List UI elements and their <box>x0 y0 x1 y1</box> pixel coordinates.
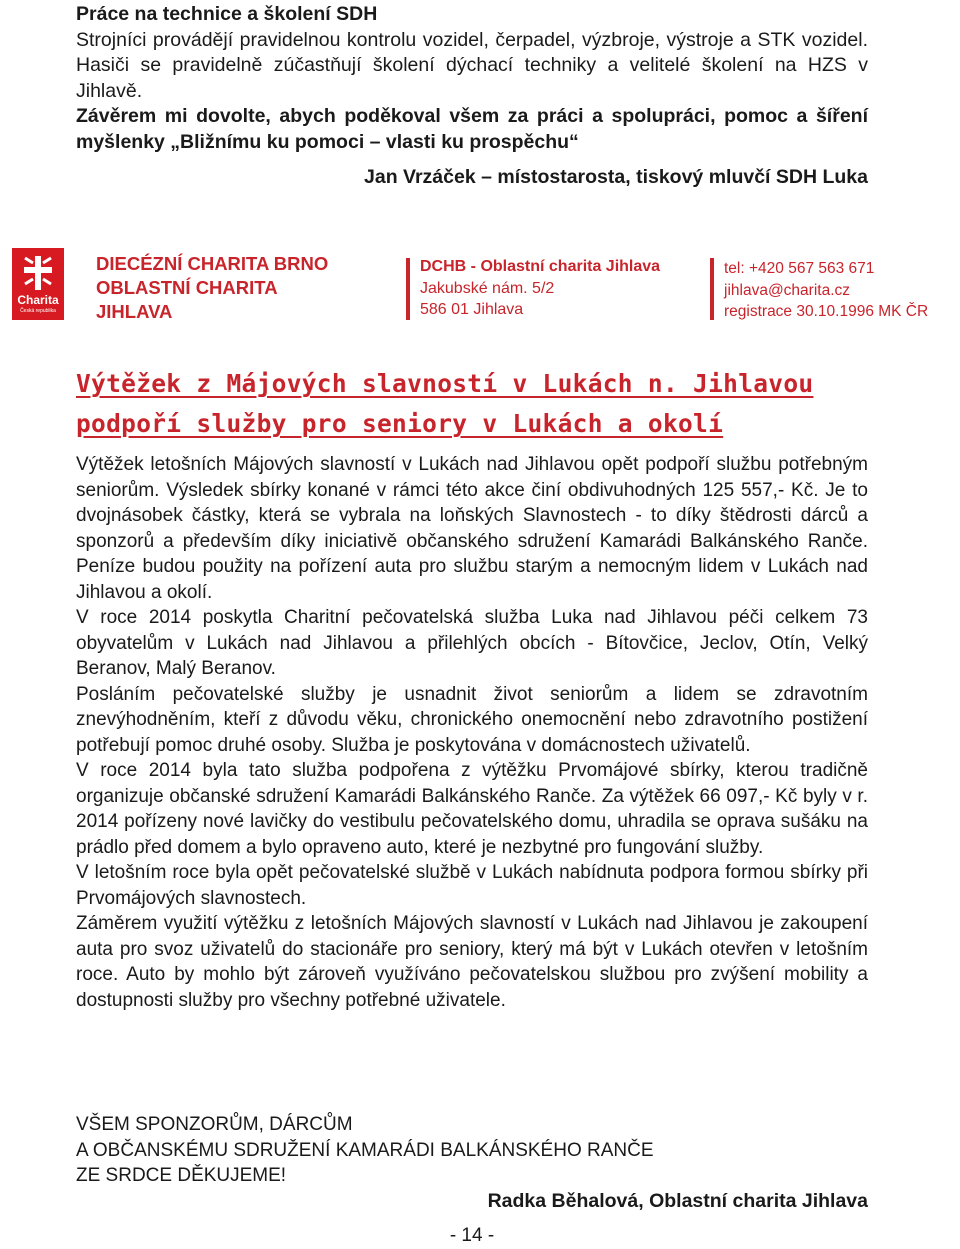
article-paragraph: Výtěžek letošních Májových slavností v Lukách nad Jihlavou opět podpoří službu potřebným seniorům. Výsledek sbírky konané v rámci této akce činí obdivuhodných 125 557,- Kč. Je to dvojnásobek částky, která se vybrala na loňských Slavnostech - to díky štědrosti dárců a sponzorů a především díky iniciativě občanského sdružení Kamarádi Balkánského Ranče. Peníze budou použity na pořízení auta pro službu starým a nemocným lidem v Lukách nad Jihlavou a okolí. <box>76 454 868 603</box>
branch-title: DCHB - Oblastní charita Jihlava <box>420 258 661 275</box>
closing-line: A OBČANSKÉMU SDRUŽENÍ KAMARÁDI BALKÁNSKÉHO RANČE <box>76 1139 654 1161</box>
article-body <box>76 452 868 1013</box>
sdh-signature: Jan Vrzáček – místostarosta, tiskový mluvčí SDH Luka <box>364 166 868 188</box>
section-heading: Práce na technice a školení SDH <box>76 3 378 25</box>
article-headline: Výtěžek z Májových slavností v Lukách n. Jihlavou podpoří služby pro seniory v Lukách a okolí <box>76 369 814 438</box>
contact-info <box>724 258 928 323</box>
charita-logo <box>12 248 64 320</box>
closing-line: ZE SRDCE DĚKUJEME! <box>76 1165 287 1186</box>
closing-thanks: Závěrem mi dovolte, abych poděkoval všem za práci a spolupráci, pomoc a šíření myšlenky „Bližnímu ku pomoci – vlasti ku prospěchu“ <box>76 105 868 153</box>
contact-email: jihlava@charita.cz <box>724 281 851 299</box>
article-paragraph: Záměrem využití výtěžku z letošních Májových slavností v Lukách nad Jihlavou je zakoupení auta pro svoz uživatelů do stacionáře pro seniory, který má být v Lukách otevřen v letošním roce. Auto by mohlo být zároveň využíváno pečovatelskou službou pro zvýšení mobility a dostupnosti služby pro všechny potřebné uživatele. <box>76 913 868 1011</box>
article-paragraph: Posláním pečovatelské služby je usnadnit život seniorům a lidem se zdravotním znevýhodněním, kteří z důvodu věku, chronického onemocnění nebo zdravotního postižení potřebují pomoc druhé osoby. Služba je poskytována v domácnostech uživatelů. <box>76 683 868 756</box>
section-paragraph: Strojníci provádějí pravidelnou kontrolu vozidel, čerpadel, výzbroje, výstroje a STK vozidel. Hasiči se pravidelně zúčastňují školení dýchací techniky a velitelé školení na HZS v Jihlavě. <box>76 28 868 102</box>
article-paragraph: V letošním roce byla opět pečovatelské službě v Lukách nabídnuta podpora formou sbírky při Prvomájových slavnostech. <box>76 862 868 909</box>
closing-line: VŠEM SPONZORŮM, DÁRCŮM <box>76 1114 353 1135</box>
branch-address <box>420 256 660 321</box>
org-line: DIECÉZNÍ CHARITA BRNO <box>96 253 329 274</box>
org-line: OBLASTNÍ CHARITA <box>96 277 278 298</box>
charita-letterhead <box>12 248 960 328</box>
branch-line: Jakubské nám. 5/2 <box>420 279 555 297</box>
article-closing <box>76 1112 868 1189</box>
divider <box>406 258 410 320</box>
branch-line: 586 01 Jihlava <box>420 301 524 318</box>
logo-text: Charita <box>17 293 59 307</box>
charita-cross-icon <box>21 254 55 292</box>
contact-registration: registrace 30.10.1996 MK ČR <box>724 303 929 320</box>
sdh-section <box>76 2 868 155</box>
article-paragraph: V roce 2014 byla tato služba podpořena z výtěžku Prvomájové sbírky, kterou tradičně organizuje občanské sdružení Kamarádi Balkánského Ranče. Za výtěžek 66 097,- Kč byly v r. 2014 pořízeny nové lavičky do vestibulu pečovatelského domu, uhradila se oprava sušáku na prádlo před domem a bylo opraveno auto, které je nezbytné pro fungování služby. <box>76 760 868 858</box>
article-paragraph: V roce 2014 poskytla Charitní pečovatelská služba Luka nad Jihlavou péči celkem 73 obyvatelům v Lukách nad Jihlavou a přilehlých obcích - Bítovčice, Jeclov, Otín, Velký Beranov, Malý Beranov. <box>76 607 868 679</box>
contact-phone: tel: +420 567 563 671 <box>724 260 875 277</box>
article-signature: Radka Běhalová, Oblastní charita Jihlava <box>487 1190 868 1212</box>
page-number: - 14 - <box>449 1225 495 1246</box>
logo-subtext: Česká republika <box>20 308 56 314</box>
organization-name <box>96 252 328 324</box>
divider <box>710 258 714 320</box>
org-line: JIHLAVA <box>96 301 173 322</box>
